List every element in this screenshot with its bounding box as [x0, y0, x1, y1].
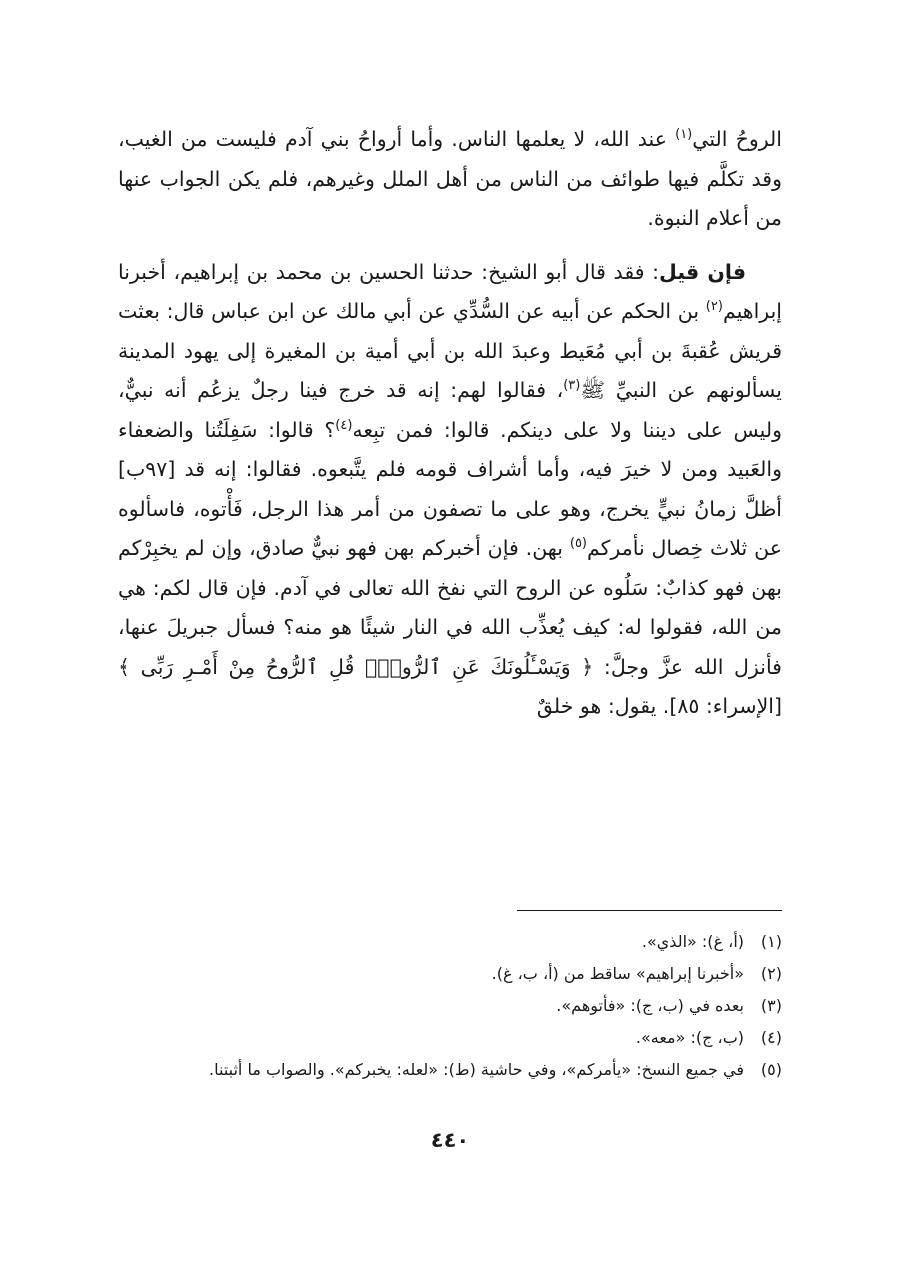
paragraph-2-text-2: بن الحكم عن أبيه عن السُّدِّي عن أبي مالك عن ابن عباس قال: بعثت قريش عُقبةَ بن أبي مُعَيط وعبدَ الله بن أبي أمية بن المغيرة إلى يهود المدينة يسألونهم عن النبيِّ ﷺ — [118, 299, 782, 402]
footnote-1 — [118, 926, 782, 958]
footnote-text: في جميع النسخ: «يأمركم»، وفي حاشية (ط): «لعله: يخبركم». والصواب ما أثبتنا. — [209, 1060, 744, 1079]
footnote-5 — [118, 1054, 782, 1086]
footnote-number: (٢) — [760, 964, 782, 983]
paragraph-2-text-1: : فقد قال أبو الشيخ: حدثنا الحسين بن محمد بن إبراهيم، أخبرنا إبراهيم — [118, 259, 782, 323]
footnote-text: «أخبرنا إبراهيم» ساقط من (أ، ب، غ). — [491, 964, 744, 983]
footnote-ref-2: (٢) — [705, 299, 723, 314]
paragraph-2-text-5: بهن. فإن أخبركم بهن فهو نبيٌّ صادق، وإن لم يخبِرْكم بهن فهو كذابٌ: سَلُوه عن الروح التي نفخ الله تعالى في آدم. فإن قال لكم: هي من الله، فقولوا له: كيف يُعذِّب الله في النار شيئًا هو منه؟ فسأل جبريلَ عنها، فأنزل الله عزَّ وجلَّ: — [118, 536, 782, 679]
footnote-text: (ب، ج): «معه». — [635, 1028, 744, 1047]
footnote-text: (أ، غ): «الذي». — [641, 932, 744, 951]
paragraph-2-text-6: . يقول: هو خلقٌ — [536, 694, 670, 718]
page-number: ٤٤٠ — [430, 1128, 470, 1152]
paragraph-1-text-b: عند الله، لا يعلمها الناس. وأما أرواحُ بني آدم فليست من الغيب، وقد تكلَّم فيها طوائف من الناس من أهل الملل وغيرهم، فلم يكن الجواب عنها من أعلام النبوة. — [118, 127, 782, 230]
paragraph-2 — [118, 253, 782, 727]
book-page — [118, 120, 782, 1200]
footnote-3 — [118, 990, 782, 1022]
paragraph-2-lead: فإن قيل — [659, 259, 746, 284]
quran-verse: ﴿ وَيَسْـَٔلُونَكَ عَنِ ٱلرُّوحِۖ قُلِ ٱلرُّوحُ مِنْ أَمْـرِ رَبِّى ﴾ — [118, 654, 594, 679]
footnote-ref-5: (٥) — [569, 536, 587, 551]
footnotes — [118, 926, 782, 1086]
footnote-2 — [118, 958, 782, 990]
footnote-divider — [517, 910, 782, 911]
footnote-number: (١) — [760, 932, 782, 951]
verse-reference: [الإسراء: ٨٥] — [669, 694, 782, 718]
footnote-ref-4: (٤) — [335, 417, 353, 433]
paragraph-2-text-3: ، فقالوا لهم: إنه قد خرج فينا رجلٌ يزعُم أنه نبيٌّ، وليس على ديننا ولا على دينكم. قالوا: فمن تبِعه — [118, 378, 782, 442]
footnote-4 — [118, 1022, 782, 1054]
paragraph-1-text-a: الروحُ التي — [692, 127, 782, 151]
footnote-ref-3: (٣) — [563, 378, 581, 393]
footnote-number: (٤) — [760, 1028, 782, 1047]
paragraph-2-text-4: ؟ قالوا: سَفِلَتُنا والضعفاء والعَبيد ومن لا خيرَ فيه، وأما أشراف قومه فلم يتَّبعوه. فقالوا: إنه قد [٩٧ب] أظلَّ زمانُ نبيٍّ يخرج، وهو على ما تصفون من أمر هذا الرجل، فَأْتوه، فاسألوه عن ثلاث خِصال نأمركم — [118, 417, 782, 560]
paragraph-1 — [118, 120, 782, 239]
footnote-ref-1: (١) — [675, 127, 693, 142]
main-text — [118, 120, 782, 727]
footnote-number: (٣) — [760, 996, 782, 1015]
footnote-text: بعده في (ب، ج): «فأتوهم». — [556, 996, 744, 1015]
footnote-number: (٥) — [760, 1060, 782, 1079]
